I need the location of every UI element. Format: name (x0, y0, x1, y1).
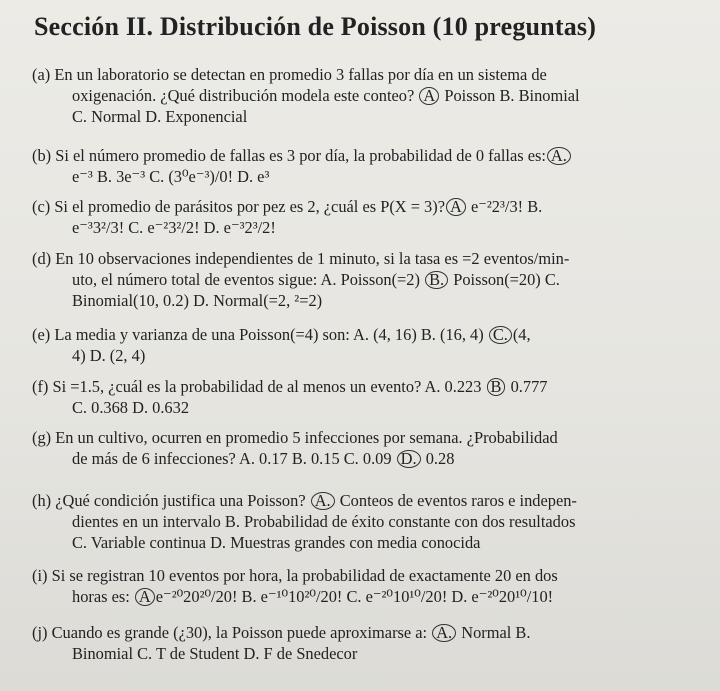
circled-answer: A (419, 87, 439, 105)
question-d (32, 248, 706, 311)
section-title: Sección II. Distribución de Poisson (10 preguntas) (34, 12, 597, 41)
question-text: En 10 observaciones independientes de 1 minuto, si la tasa es =2 eventos/min- (55, 249, 570, 268)
options-text: Poisson(=20) C. (453, 270, 560, 289)
options-text: e⁻³3²/3! C. e⁻²3²/2! D. e⁻³2³/2! (72, 218, 276, 237)
question-text: Si =1.5, ¿cuál es la probabilidad de al menos un evento? A. 0.223 (52, 377, 482, 396)
question-e (32, 324, 706, 366)
question-text: En un cultivo, ocurren en promedio 5 infecciones por semana. ¿Probabilidad (55, 428, 558, 447)
circled-answer: B (487, 378, 506, 396)
question-a (32, 64, 706, 127)
question-label: (h) (32, 491, 52, 510)
options-text: C. 0.368 D. 0.632 (72, 398, 190, 417)
question-text: uto, el número total de eventos sigue: A. Poisson(=2) (72, 270, 420, 289)
question-label: (c) (32, 197, 51, 216)
question-text: En un laboratorio se detectan en promedio 3 fallas por día en un sistema de (54, 65, 547, 84)
options-text: Binomial(10, 0.2) D. Normal(=2, ²=2) (72, 291, 323, 310)
options-text: Conteos de eventos raros e indepen- (339, 491, 577, 510)
question-label: (d) (32, 249, 52, 268)
question-j (32, 622, 706, 664)
question-text: horas es: (72, 587, 130, 606)
question-label: (f) (32, 377, 49, 396)
circled-answer: B. (425, 271, 448, 289)
question-c (32, 196, 706, 238)
question-label: (e) (32, 325, 51, 344)
options-text: Poisson B. Binomial (444, 86, 580, 105)
circled-answer: A. (311, 492, 335, 510)
options-text: e⁻³ B. 3e⁻³ C. (3⁰e⁻³)/0! D. e³ (72, 167, 270, 186)
question-text: Si el promedio de parásitos por pez es 2, ¿cuál es P(X = 3)? (54, 197, 445, 216)
options-text: Binomial C. T de Student D. F de Snedecor (72, 644, 358, 663)
question-text: Si se registran 10 eventos por hora, la probabilidad de exactamente 20 en dos (51, 566, 558, 585)
options-text: 0.777 (510, 377, 548, 396)
question-text: oxigenación. ¿Qué distribución modela este conteo? (72, 86, 415, 105)
circled-answer: A. (432, 624, 456, 642)
question-label: (a) (32, 65, 51, 84)
question-i (32, 565, 706, 607)
options-text: e⁻²⁰20²⁰/20! B. e⁻¹⁰10²⁰/20! C. e⁻²⁰10¹⁰/20! D. e⁻²⁰20¹⁰/10! (155, 587, 554, 606)
question-text: ¿Qué condición justifica una Poisson? (55, 491, 306, 510)
question-label: (g) (32, 428, 52, 447)
options-text: Normal B. (461, 623, 531, 642)
options-text: C. Variable continua D. Muestras grandes con media conocida (72, 533, 481, 552)
question-text: Cuando es grande (¿30), la Poisson puede aproximarse a: (51, 623, 428, 642)
options-text: e⁻²2³/3! B. (470, 197, 543, 216)
circled-answer: C. (489, 326, 512, 344)
question-text: Si el número promedio de fallas es 3 por día, la probabilidad de 0 fallas es: (55, 146, 546, 165)
question-text: de más de 6 infecciones? A. 0.17 B. 0.15 C. 0.09 (72, 449, 392, 468)
question-label: (b) (32, 146, 52, 165)
options-text: 0.28 (425, 449, 455, 468)
options-text: C. Normal D. Exponencial (72, 107, 248, 126)
question-text: La media y varianza de una Poisson(=4) son: A. (4, 16) B. (16, 4) (54, 325, 484, 344)
options-text: (4, (512, 325, 531, 344)
question-label: (j) (32, 623, 48, 642)
options-text: dientes en un intervalo B. Probabilidad de éxito constante con dos resultados (72, 512, 576, 531)
options-text: 4) D. (2, 4) (72, 346, 146, 365)
question-f (32, 376, 706, 418)
circled-answer: A (446, 198, 466, 216)
question-label: (i) (32, 566, 48, 585)
question-b (32, 145, 706, 187)
circled-answer: A (135, 588, 155, 606)
circled-answer: A. (547, 147, 571, 165)
question-h (32, 490, 706, 553)
circled-answer: D. (397, 450, 421, 468)
question-g (32, 427, 706, 469)
